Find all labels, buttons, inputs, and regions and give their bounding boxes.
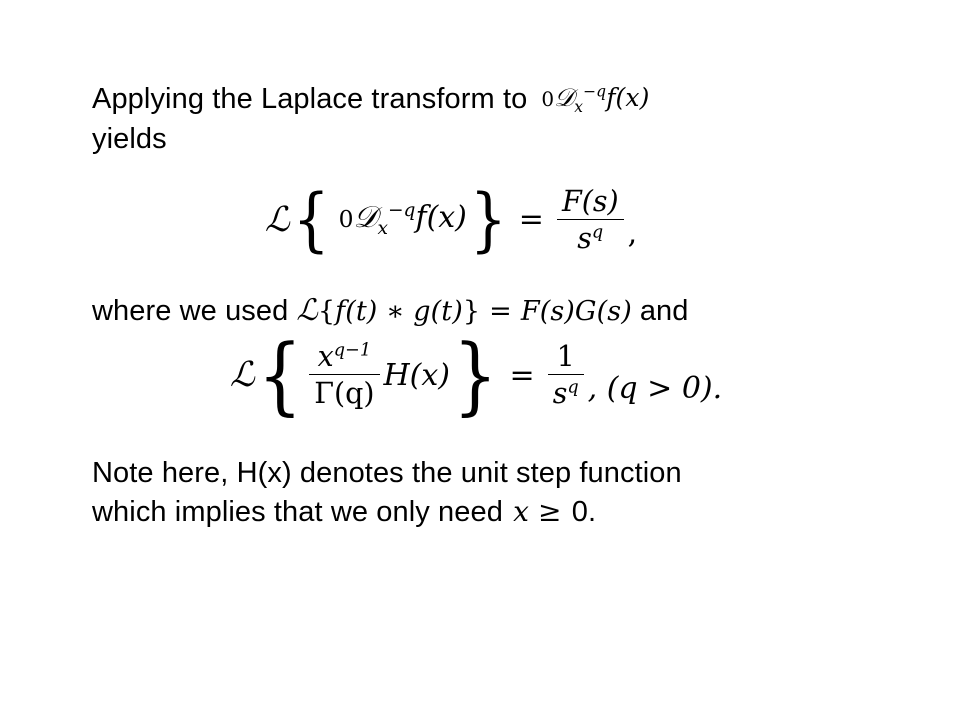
laplace-symbol: ℒ <box>264 199 290 240</box>
intro-operator-sup: −q <box>583 82 607 101</box>
closing-note-text-before: which implies that we only need <box>92 496 503 529</box>
intro-operator <box>541 81 649 118</box>
convolution-identity <box>296 291 631 331</box>
intro-operator-arg: (x) <box>615 83 650 112</box>
equation-2-fraction <box>309 340 379 410</box>
equation-2-rhs-den-sup: q <box>567 377 579 398</box>
intro-operator-left-sub: 0 <box>541 87 555 111</box>
intro-operator-script-d: 𝒟 <box>554 83 575 112</box>
intro-line <box>92 80 900 120</box>
equation-2-condition: , (q > 0). <box>587 371 723 407</box>
equation-1-numerator: F(s) <box>561 184 619 218</box>
equation-2-num <box>313 340 376 374</box>
identity-brace-close: } <box>462 295 481 327</box>
used-text-after: and <box>639 294 689 327</box>
equation-2-rhs-fraction <box>548 340 584 410</box>
closing-note-math: x ≥ <box>513 495 562 529</box>
equation-1-script-d: 𝒟 <box>353 200 378 236</box>
identity-equals: = <box>489 295 512 327</box>
equation-1-fraction <box>557 185 624 255</box>
brace-close-2: } <box>453 326 498 425</box>
equation-1-sup: −q <box>387 200 416 222</box>
equation-2-num-base: x <box>317 340 334 374</box>
equation-1-operand <box>339 200 467 239</box>
intro-operator-func: f <box>606 83 616 112</box>
brace-open-2: { <box>257 326 303 425</box>
closing-note-line-2 <box>92 493 900 532</box>
equation-2-num-sup: q−1 <box>333 340 372 361</box>
equation-1-comma: , <box>627 215 638 251</box>
brace-close: } <box>469 178 507 261</box>
identity-argument: f(t) ∗ g(t) <box>335 295 463 327</box>
closing-note-line-1: Note here, H(x) denotes the unit step function <box>92 457 682 490</box>
equation-1-equals: = <box>518 202 544 238</box>
equation-2-step-function: H(x) <box>383 357 450 393</box>
equation-2-den: Γ(q) <box>309 374 379 410</box>
used-text-before: where we used <box>92 294 289 327</box>
brace-open: { <box>292 178 330 261</box>
equation-1-den-sup: q <box>591 222 604 243</box>
equation-2-rhs-num: 1 <box>556 340 575 374</box>
intro-line-2 <box>92 120 900 159</box>
equation-2-body <box>229 326 723 425</box>
equation-1-func: f <box>415 200 427 236</box>
laplace-symbol-2: ℒ <box>229 355 255 396</box>
equation-1-sub: x <box>377 218 388 240</box>
equation-2 <box>92 326 900 425</box>
intro-text-after: yields <box>92 122 167 155</box>
laplace-symbol-inline: ℒ <box>296 292 318 328</box>
equation-1-denominator <box>557 219 624 255</box>
equation-1-den-base: s <box>577 221 592 255</box>
closing-note <box>92 454 900 532</box>
intro-operator-sub: x <box>574 98 584 116</box>
closing-note-text-after: 0. <box>571 496 597 529</box>
equation-1-arg: (x) <box>426 200 467 236</box>
equation-2-rhs-den-base: s <box>552 377 568 411</box>
equation-1-left-sub: 0 <box>338 205 354 234</box>
identity-brace-open: { <box>317 295 336 327</box>
identity-right: F(s)G(s) <box>520 295 632 327</box>
equation-2-rhs-den <box>548 374 584 410</box>
intro-text-before: Applying the Laplace transform to <box>92 83 528 115</box>
used-line <box>92 291 900 331</box>
equation-1 <box>92 178 900 261</box>
equation-1-body <box>264 178 638 261</box>
equation-2-equals: = <box>509 357 535 393</box>
